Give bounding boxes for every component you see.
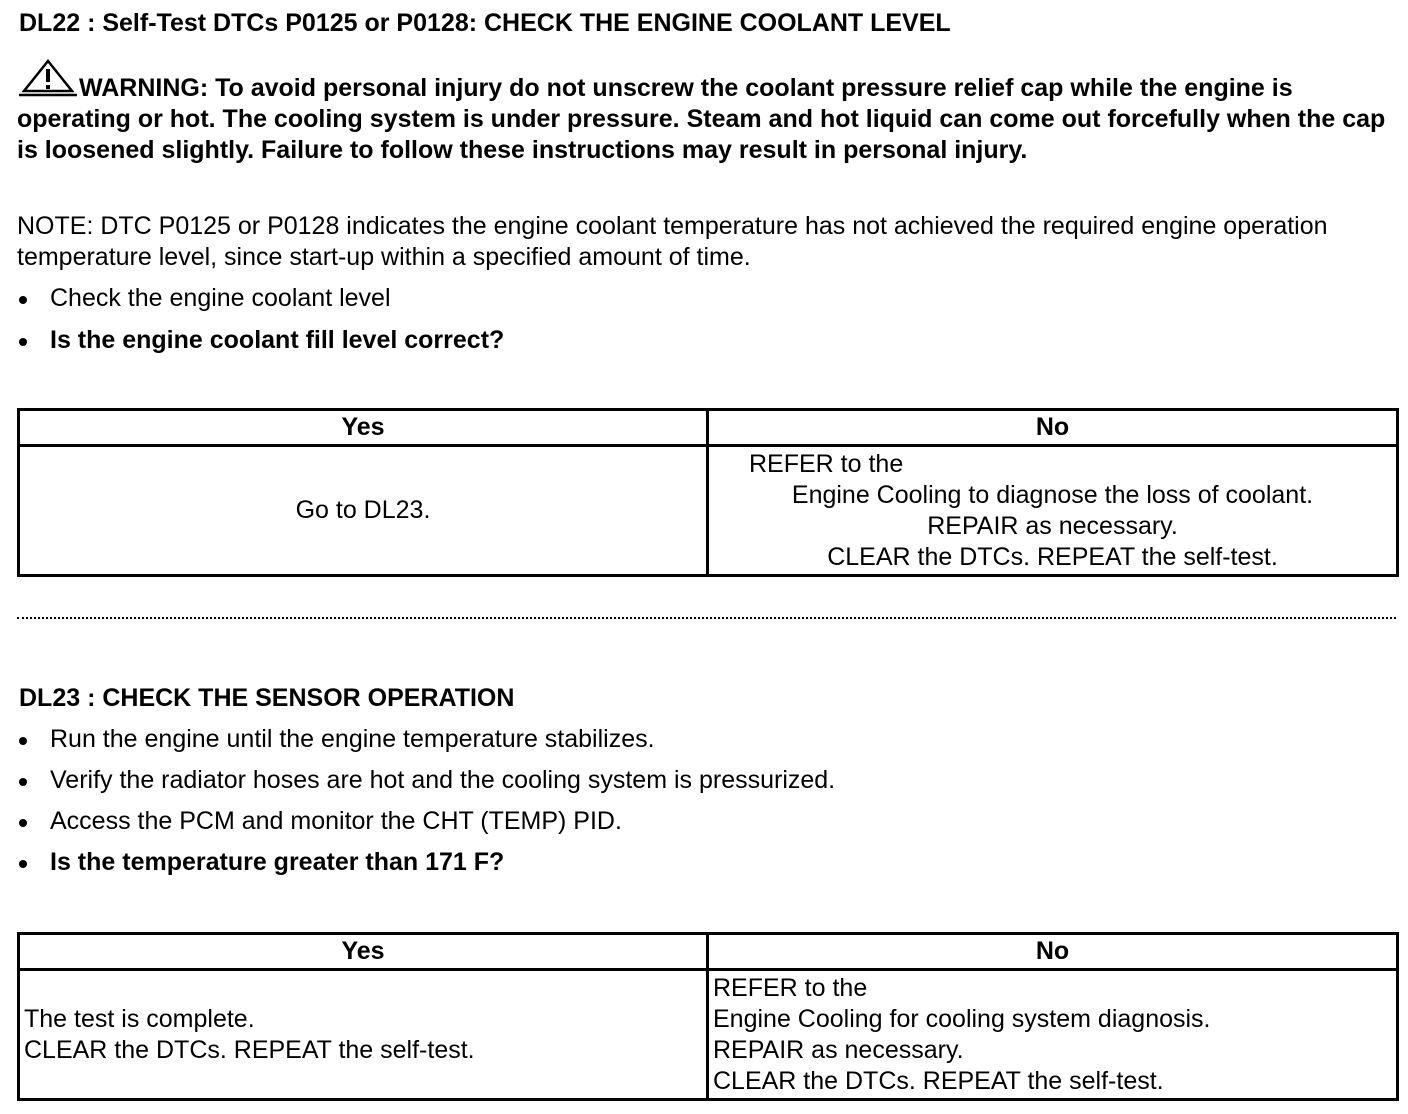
no-line: Engine Cooling to diagnose the loss of coolant. <box>791 480 1314 509</box>
note-text: NOTE: DTC P0125 or P0128 indicates the engine coolant temperature has not achieved the required engine operation temperature level, since start-up within a specified amount of time. <box>17 212 1328 271</box>
section-divider <box>17 617 1396 619</box>
dl22-bullet-list <box>17 283 504 356</box>
yes-cell <box>19 970 708 1100</box>
no-header: No <box>708 934 1398 970</box>
yes-line: The test is complete. <box>24 1004 255 1033</box>
no-line: REFER to the <box>749 449 904 478</box>
yes-header: Yes <box>19 934 708 970</box>
list-item: Run the engine until the engine temperature stabilizes. <box>17 724 835 755</box>
warning-text: WARNING: To avoid personal injury do not unscrew the coolant pressure relief cap while the engine is operating or hot. The cooling system is under pressure. Steam and hot liquid can come out forcefully when the cap is loosened slightly. Failure to follow these instructions may result in personal injury. <box>17 74 1386 164</box>
no-line: REPAIR as necessary. <box>713 1035 964 1064</box>
question-item: Is the engine coolant fill level correct? <box>17 325 504 356</box>
table-header-row <box>19 410 1398 446</box>
no-line: Engine Cooling for cooling system diagnosis. <box>713 1004 1211 1033</box>
table-row <box>19 970 1398 1100</box>
dl23-bullet-list <box>17 724 835 888</box>
yes-header: Yes <box>19 410 708 446</box>
no-cell <box>708 970 1398 1100</box>
table-row <box>19 446 1398 576</box>
no-line: REFER to the <box>713 973 868 1002</box>
yes-line: CLEAR the DTCs. REPEAT the self-test. <box>24 1035 475 1064</box>
dl23-title: DL23 : CHECK THE SENSOR OPERATION <box>19 684 515 712</box>
no-cell <box>708 446 1398 576</box>
yes-cell: Go to DL23. <box>19 446 708 576</box>
dl22-result-table <box>17 408 1399 577</box>
list-item: Access the PCM and monitor the CHT (TEMP) PID. <box>17 806 835 837</box>
list-item: Check the engine coolant level <box>17 283 504 314</box>
list-item: Verify the radiator hoses are hot and the cooling system is pressurized. <box>17 765 835 796</box>
no-line: CLEAR the DTCs. REPEAT the self-test. <box>827 542 1278 571</box>
warning-paragraph <box>17 58 1392 166</box>
no-line: CLEAR the DTCs. REPEAT the self-test. <box>713 1066 1164 1095</box>
no-line: REPAIR as necessary. <box>927 511 1178 540</box>
no-header: No <box>708 410 1398 446</box>
dl23-result-table <box>17 932 1399 1101</box>
warning-triangle-icon <box>17 58 79 98</box>
table-header-row <box>19 934 1398 970</box>
question-item: Is the temperature greater than 171 F? <box>17 847 835 878</box>
dl22-title: DL22 : Self-Test DTCs P0125 or P0128: CHECK THE ENGINE COOLANT LEVEL <box>19 9 951 37</box>
